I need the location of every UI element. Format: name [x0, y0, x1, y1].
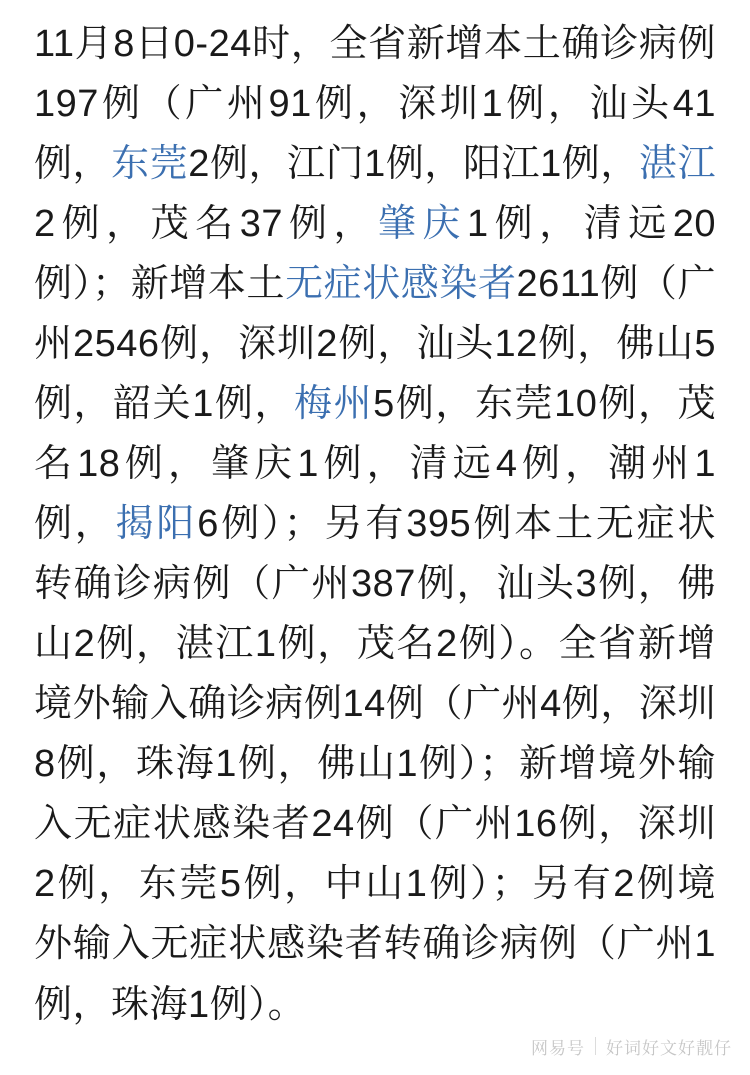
- inline-link[interactable]: 梅州: [294, 383, 374, 426]
- inline-link[interactable]: 揭阳: [115, 503, 198, 546]
- text-run: 2例，茂名37例，: [34, 203, 378, 246]
- footer-brand: [531, 1034, 732, 1059]
- footer-divider: [595, 1037, 596, 1055]
- article-paragraph: [34, 14, 716, 1035]
- footer-bar: [0, 1017, 750, 1075]
- text-run: 5例，东莞10例，茂名18例，肇庆1例，清远4例，潮州1例，: [34, 383, 716, 546]
- text-run: 11月8日0-24时，全省新增本土确诊病例197例（广州91例，深圳1例，汕头41例，: [34, 23, 716, 186]
- account-name: 好词好文好靓仔: [606, 1038, 732, 1058]
- text-run: 2例，江门1例，阳江1例，: [188, 143, 639, 186]
- inline-link[interactable]: 肇庆: [378, 203, 468, 246]
- inline-link[interactable]: 东莞: [111, 143, 189, 186]
- text-run: 6例）；另有395例本土无症状转确诊病例（广州387例，汕头3例，佛山2例，湛江1例，茂名2例）。全省新增境外输入确诊病例14例（广州4例，深圳8例，珠海1例，佛山1例）；新增境外输入无症状感染者24例（广州16例，深圳2例，东莞5例，中山1例）；另有2例境外输入无症状感染者转确诊病例（广州1例，珠海1例）。: [34, 503, 716, 1026]
- source-watermark: 网易号: [531, 1038, 585, 1058]
- text-run: 2611例（广州2546例，深圳2例，汕头12例，佛山5例，韶关1例，: [34, 263, 716, 426]
- text-run: 1例，清远20例）；新增本土: [34, 203, 716, 306]
- inline-link[interactable]: 湛江: [638, 143, 716, 186]
- inline-link[interactable]: 无症状感染者: [285, 263, 517, 306]
